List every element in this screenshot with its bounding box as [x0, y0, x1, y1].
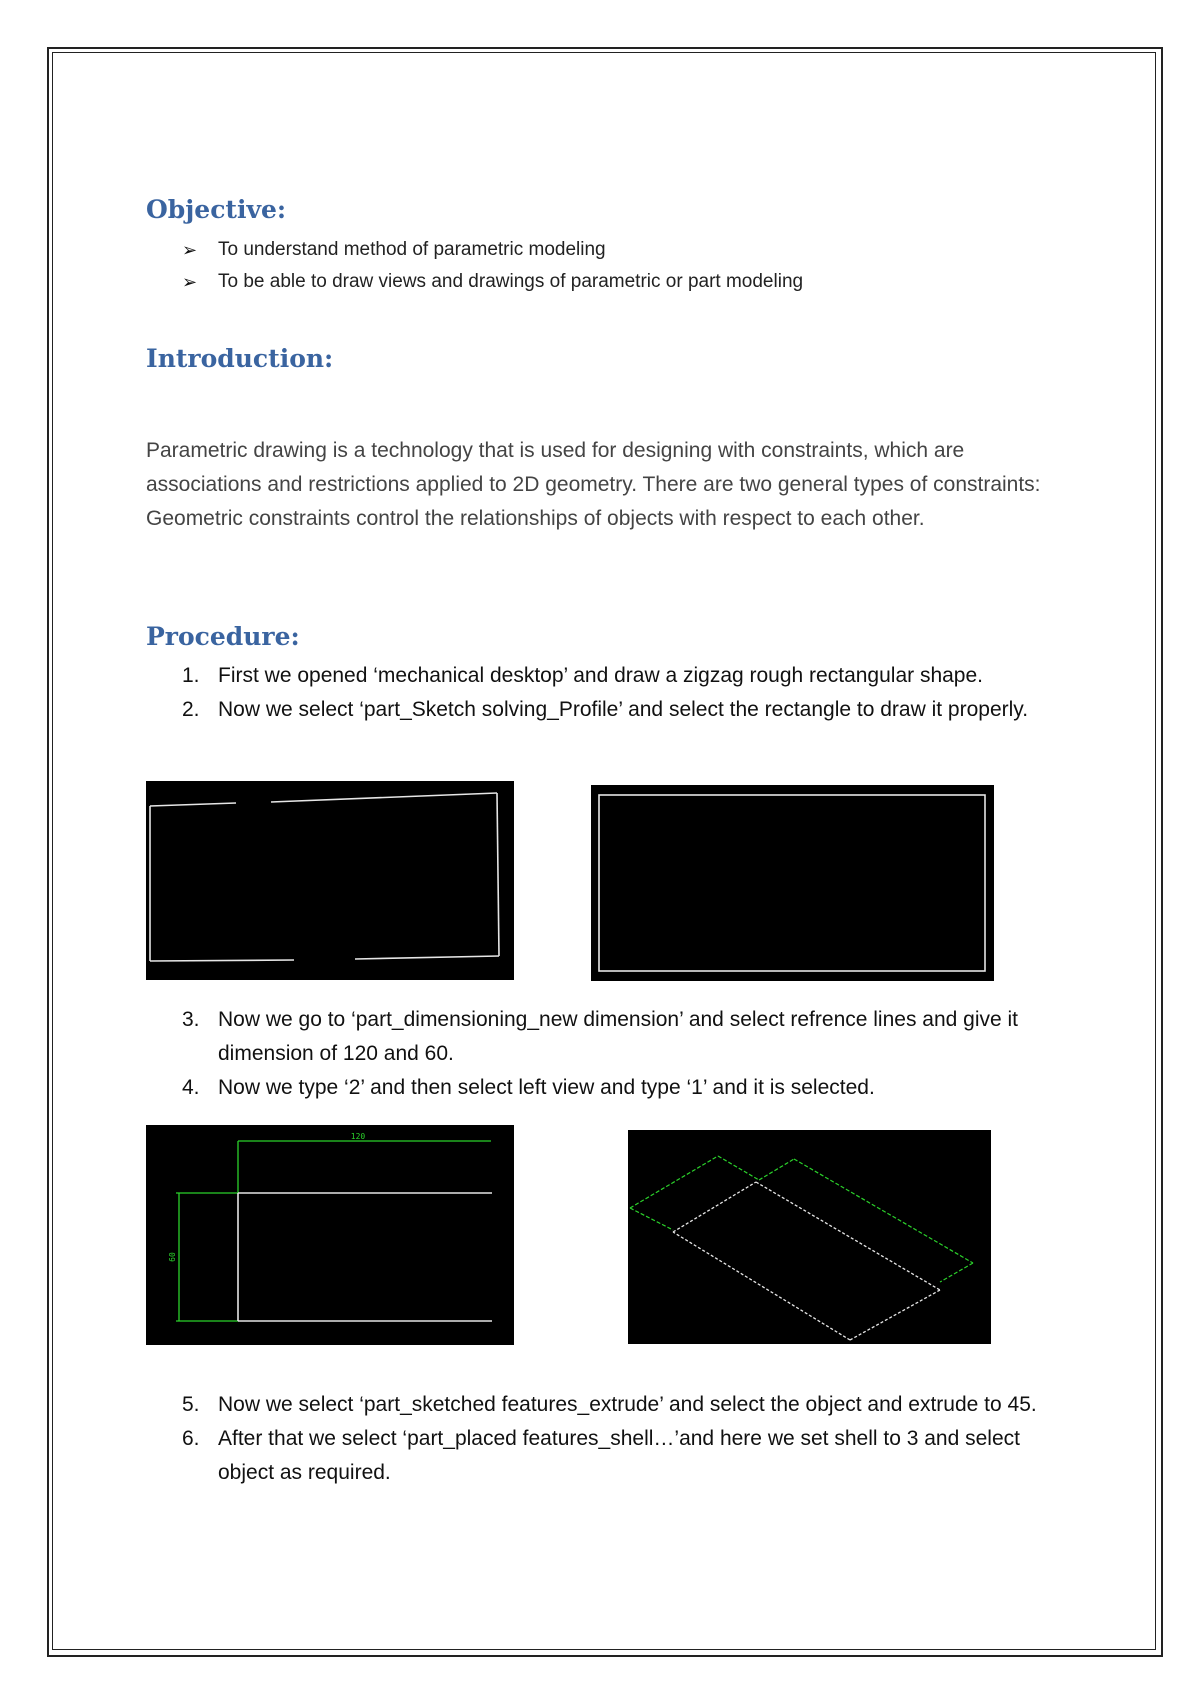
- step-number: 1.: [182, 664, 200, 687]
- step-text: Now we type ‘2’ and then select left view and type ‘1’ and it is selected.: [218, 1076, 875, 1099]
- dimension-label-top: 120: [350, 1132, 366, 1141]
- step-text: After that we select ‘part_placed features_shell…’and here we set shell to 3 and select object as required.: [218, 1427, 1020, 1484]
- procedure-heading: Procedure:: [146, 622, 300, 651]
- list-item: [146, 1422, 1076, 1490]
- step-number: 4.: [182, 1076, 200, 1099]
- dimensioned-rectangle-figure: [146, 1125, 514, 1345]
- list-item: [182, 266, 803, 298]
- step-text: Now we select ‘part_Sketch solving_Profile’ and select the rectangle to draw it properly.: [218, 698, 1029, 721]
- dimension-label-left: 60: [168, 1252, 177, 1262]
- list-item: [146, 1388, 1076, 1422]
- profiled-rectangle-drawing: [591, 785, 994, 981]
- introduction-heading: Introduction:: [146, 344, 334, 373]
- list-item: [146, 1071, 1076, 1105]
- step-number: 3.: [182, 1008, 200, 1031]
- step-text: Now we go to ‘part_dimensioning_new dimension’ and select refrence lines and give it dimension of 120 and 60.: [218, 1008, 1019, 1065]
- rough-rectangle-figure: [146, 781, 514, 980]
- list-item: [146, 1003, 1076, 1071]
- dimensioned-rectangle-drawing: [146, 1125, 514, 1345]
- list-item: [146, 659, 1076, 693]
- step-number: 6.: [182, 1427, 200, 1450]
- objective-item-text: To be able to draw views and drawings of parametric or part modeling: [218, 271, 804, 292]
- procedure-steps-3-4: [146, 1003, 1076, 1105]
- list-item: [146, 693, 1076, 727]
- profiled-rectangle-figure: [591, 785, 994, 981]
- step-number: 2.: [182, 698, 200, 721]
- objective-item-text: To understand method of parametric modeling: [218, 239, 606, 260]
- isometric-view-figure: [628, 1130, 991, 1344]
- objective-list: [182, 234, 803, 298]
- step-text: Now we select ‘part_sketched features_extrude’ and select the object and extrude to 45.: [218, 1393, 1037, 1416]
- objective-heading: Objective:: [146, 195, 287, 224]
- isometric-view-drawing: [628, 1130, 991, 1344]
- step-text: First we opened ‘mechanical desktop’ and draw a zigzag rough rectangular shape.: [218, 664, 984, 687]
- arrow-bullet-icon: ➢: [182, 239, 198, 260]
- rough-rectangle-drawing: [146, 781, 514, 980]
- step-number: 5.: [182, 1393, 200, 1416]
- list-item: [182, 234, 803, 266]
- procedure-steps-1-2: [146, 659, 1076, 727]
- procedure-steps-5-6: [146, 1388, 1076, 1490]
- arrow-bullet-icon: ➢: [182, 271, 198, 292]
- introduction-paragraph: Parametric drawing is a technology that is used for designing with constraints, which are associations and restrictions applied to 2D geometry. There are two general types of constraints: Geometric constraints control the relationships of objects with respect to each other.: [146, 439, 1041, 530]
